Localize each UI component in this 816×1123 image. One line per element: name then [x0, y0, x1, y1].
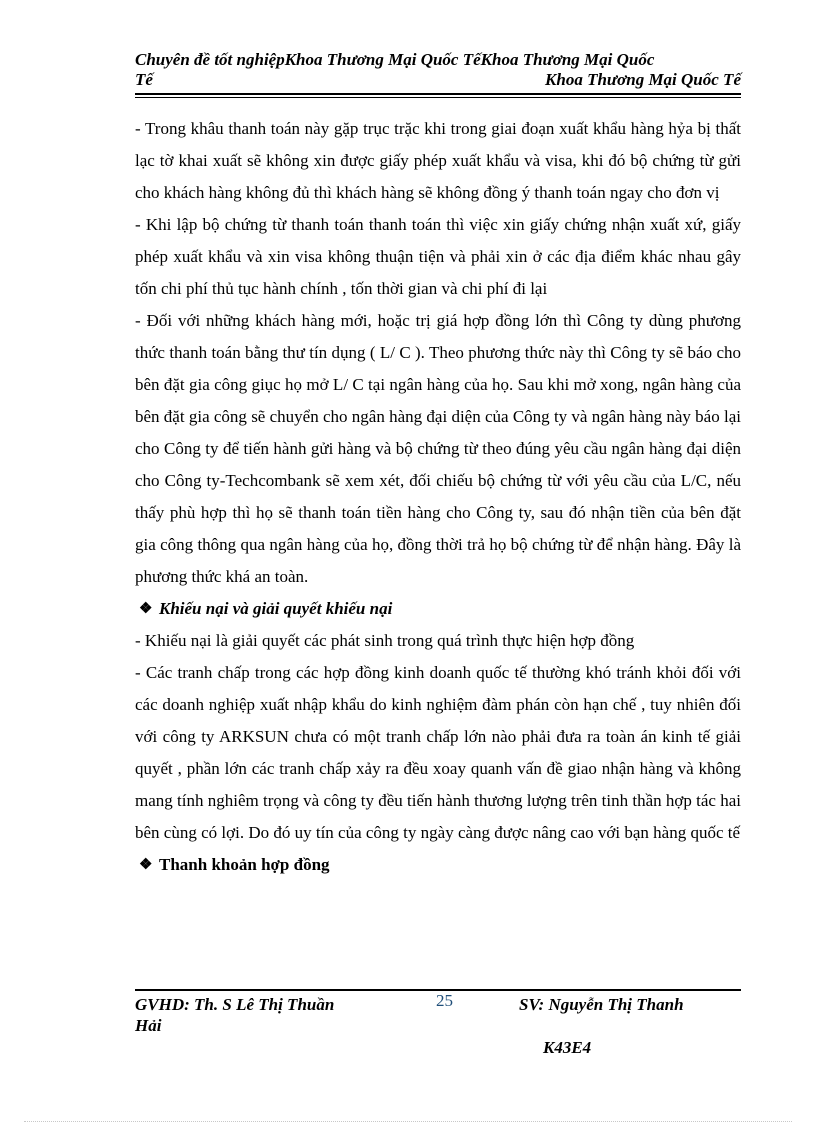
- footer-class: K43E4: [543, 1038, 592, 1057]
- footer-student: SV: Nguyễn Thị Thanh: [519, 995, 684, 1014]
- footer-supervisor-line2: Hải: [135, 1016, 162, 1035]
- body-paragraph: - Đối với những khách hàng mới, hoặc trị giá hợp đồng lớn thì Công ty dùng phương thức thanh toán bằng thư tín dụng ( L/ C ). Theo phương thức này thì Công ty sẽ báo cho bên đặt gia công giục họ mở L/ C tại ngân hàng của họ. Sau khi mở xong, ngân hàng của bên đặt gia công sẽ chuyển cho ngân hàng đại diện của Công ty và ngân hàng này báo lại cho Công ty để tiến hành gửi hàng và bộ chứng từ theo đúng yêu cầu ngân hàng đại diện cho Công ty-Techcombank sẽ xem xét, đối chiếu bộ chứng từ với yêu cầu của L/C, nếu thấy phù hợp thì họ sẽ thanh toán tiền hàng cho Công ty, sau đó nhận tiền của bên đặt gia công thông qua ngân hàng của họ, đồng thời trả họ bộ chứng từ để nhận hàng. Đây là phương thức khá an toàn.: [135, 311, 741, 586]
- body-paragraph: - Khi lập bộ chứng từ thanh toán thanh toán thì việc xin giấy chứng nhận xuất xứ, giấy phép xuất khẩu và xin visa không thuận tiện và phải xin ở các địa điểm khác nhau gây tốn chi phí thủ tục hành chính , tốn thời gian và chi phí đi lại: [135, 215, 741, 298]
- header-rule-thick: [135, 93, 741, 95]
- page-body: [135, 113, 741, 881]
- header-rule-thin: [135, 97, 741, 98]
- diamond-bullet-icon: ❖: [139, 857, 153, 873]
- diamond-bullet-icon: ❖: [139, 601, 153, 617]
- page-edge-divider: [24, 1121, 792, 1122]
- body-paragraph: - Các tranh chấp trong các hợp đồng kinh doanh quốc tế thường khó tránh khỏi đối với các doanh nghiệp xuất nhập khẩu do kinh nghiệm đàm phán còn hạn chế , tuy nhiên đối với công ty ARKSUN chưa có một tranh chấp lớn nào phải đưa ra toàn án kinh tế giải quyết , phần lớn các tranh chấp xảy ra đều xoay quanh vấn đề giao nhận hàng và không mang tính nghiêm trọng và công ty đều tiến hành thương lượng trên tinh thần hợp tác hai bên cùng có lợi. Do đó uy tín của công ty ngày càng được nâng cao với bạn hàng quốc tế: [135, 663, 741, 842]
- header-title-line2-left: Tế: [135, 70, 153, 89]
- section-heading-liquidation: [135, 849, 741, 881]
- header-title-line2-right: Khoa Thương Mại Quốc Tế: [545, 70, 741, 89]
- footer-supervisor: [135, 994, 385, 1036]
- section-heading-text: Thanh khoản hợp đồng: [159, 855, 330, 874]
- body-paragraph: - Khiếu nại là giải quyết các phát sinh trong quá trình thực hiện hợp đồng: [135, 631, 635, 650]
- header-title-line1: Chuyên đề tốt nghiệpKhoa Thương Mại Quốc TếKhoa Thương Mại Quốc: [135, 50, 655, 69]
- footer-supervisor-line1: GVHD: Th. S Lê Thị Thuần: [135, 995, 335, 1014]
- section-heading-complaints: [135, 593, 741, 625]
- body-paragraph: - Trong khâu thanh toán này gặp trục trặc khi trong giai đoạn xuất khẩu hàng hỷa bị thất lạc tờ khai xuất sẽ không xin được giấy phép xuất khẩu và visa, khi đó bộ chứng từ gửi cho khách hàng không đủ thì khách hàng sẽ không đồng ý thanh toán ngay cho đơn vị: [135, 119, 741, 202]
- section-heading-text: Khiếu nại và giải quyết khiếu nại: [159, 599, 393, 618]
- header-title-line2: [135, 70, 741, 90]
- page-header: [135, 50, 741, 90]
- page-number: 25: [436, 991, 453, 1010]
